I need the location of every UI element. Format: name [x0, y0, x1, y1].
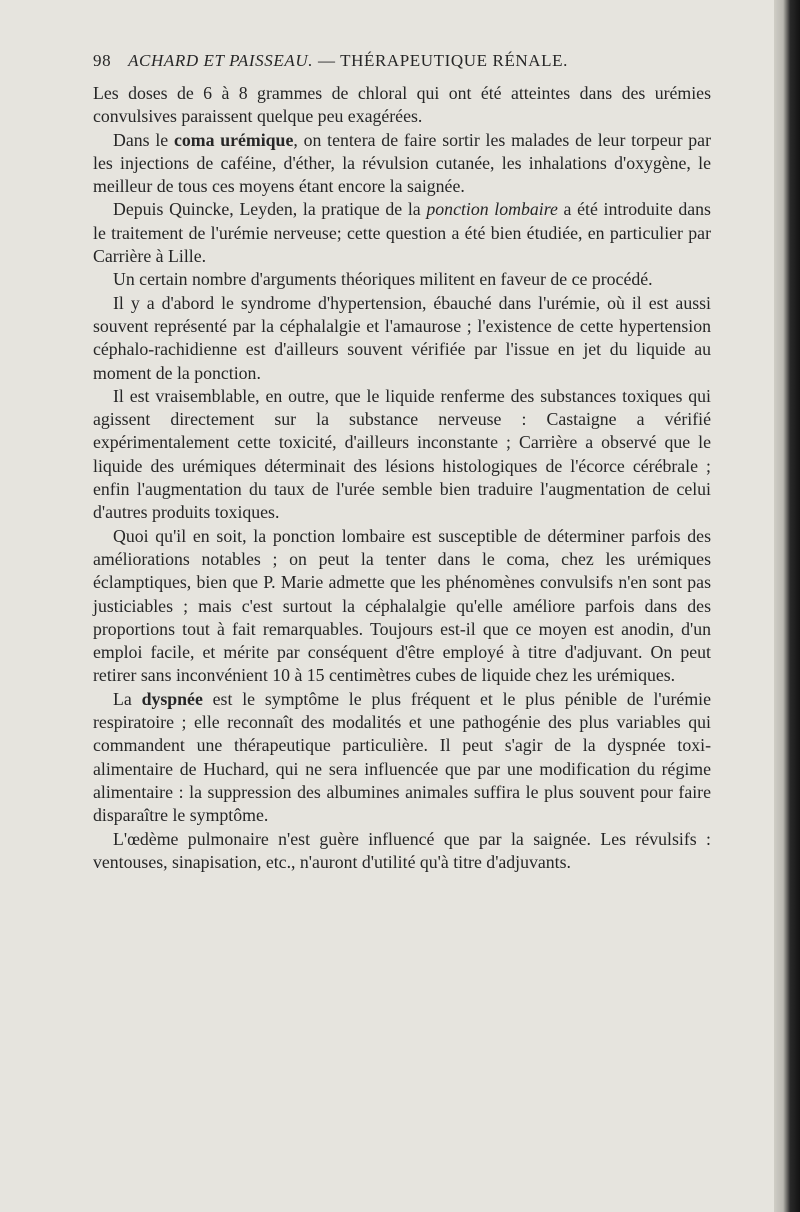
paragraph-text: est le symptôme le plus fréquent et le plus pénible de l'urémie respiratoire ; elle reconnaît des modalités et une pathogénie des plus variables qui commandent une thérapeutique particulière. Il peut s'agir de la dyspnée toxi-alimentaire de Huchard, qui ne sera influencée que par une modification du régime alimentaire : la suppression des albumines animales suffira le plus souvent pour faire disparaître le symptôme. [93, 688, 711, 826]
page-edge-shadow [774, 0, 800, 1212]
paragraph [93, 129, 711, 199]
paragraph [93, 198, 711, 268]
running-header-separator: — [317, 51, 336, 70]
paragraph-text: Quoi qu'il en soit, la ponction lombaire est susceptible de déterminer parfois des améliorations notables ; on peut la tenter dans le coma, chez les urémiques éclamptiques, bien que P. Marie admette que les phénomènes convulsifs n'en sont pas justiciables ; mais c'est surtout la céphalalgie qu'elle améliore parfois dans des proportions tout à fait remarquables. Toujours est-il que ce moyen est anodin, d'un emploi facile, et mérite par conséquent d'être employé à titre d'adjuvant. On peut retirer sans inconvénient 10 à 15 centimètres cubes de liquide chez les urémiques. [93, 525, 711, 686]
paragraph-text: La [113, 688, 142, 709]
running-header [93, 51, 703, 71]
paragraph-text: Il est vraisemblable, en outre, que le liquide renferme des substances toxiques qui agissent directement sur la substance nerveuse : Castaigne a vérifié expérimentalement cette toxicité, d'ailleurs inconstante ; Carrière a observé que le liquide des urémiques déterminait des lésions histologiques de l'écorce cérébrale ; enfin l'augmentation du taux de l'urée semble bien traduire l'augmentation de celui d'autres produits toxiques. [93, 385, 711, 523]
bold-term: dyspnée [141, 688, 203, 709]
paragraph [93, 82, 711, 129]
paragraph-text: Depuis Quincke, Leyden, la pratique de la [113, 199, 427, 220]
paragraph-text: Les doses de 6 à 8 grammes de chloral qui ont été atteintes dans des urémies convulsives paraissent quelque peu exagérées. [93, 83, 711, 127]
paragraph-text: , on tentera de faire sortir les malades de leur torpeur par les injections de caféine, d'éther, la révulsion cutanée, les inhalations d'oxygène, le meilleur de tous ces moyens étant encore la saignée. [93, 129, 711, 197]
running-header-authors: ACHARD ET PAISSEAU. [128, 51, 314, 70]
bold-term: coma urémique [173, 129, 294, 150]
paragraph [93, 385, 711, 525]
paragraph [93, 292, 711, 385]
body-text [93, 82, 711, 874]
paragraph-text: Il y a d'abord le syndrome d'hypertension, ébauché dans l'urémie, où il est aussi souvent représenté par la céphalalgie et l'amaurose ; l'existence de cette hypertension céphalo-rachidienne est d'ailleurs souvent vérifiée par l'issue en jet du liquide au moment de la ponction. [93, 292, 711, 383]
paragraph [93, 688, 711, 828]
paragraph-text: Un certain nombre d'arguments théoriques militent en faveur de ce procédé. [113, 269, 653, 290]
paragraph-text: L'œdème pulmonaire n'est guère influencé que par la saignée. Les révulsifs : ventouses, sinapisation, etc., n'auront d'utilité qu'à titre d'adjuvants. [93, 828, 711, 872]
paragraph [93, 268, 711, 291]
paragraph [93, 828, 711, 875]
italic-term: ponction lombaire [426, 199, 558, 220]
paragraph [93, 525, 711, 688]
running-header-title: THÉRAPEUTIQUE RÉNALE. [340, 51, 568, 70]
page-number: 98 [93, 51, 112, 70]
paragraph-text: a été introduite dans le traitement de l'urémie nerveuse; cette question a été bien étudiée, en particulier par Carrière à Lille. [93, 199, 711, 267]
paragraph-text: Dans le [113, 129, 174, 150]
